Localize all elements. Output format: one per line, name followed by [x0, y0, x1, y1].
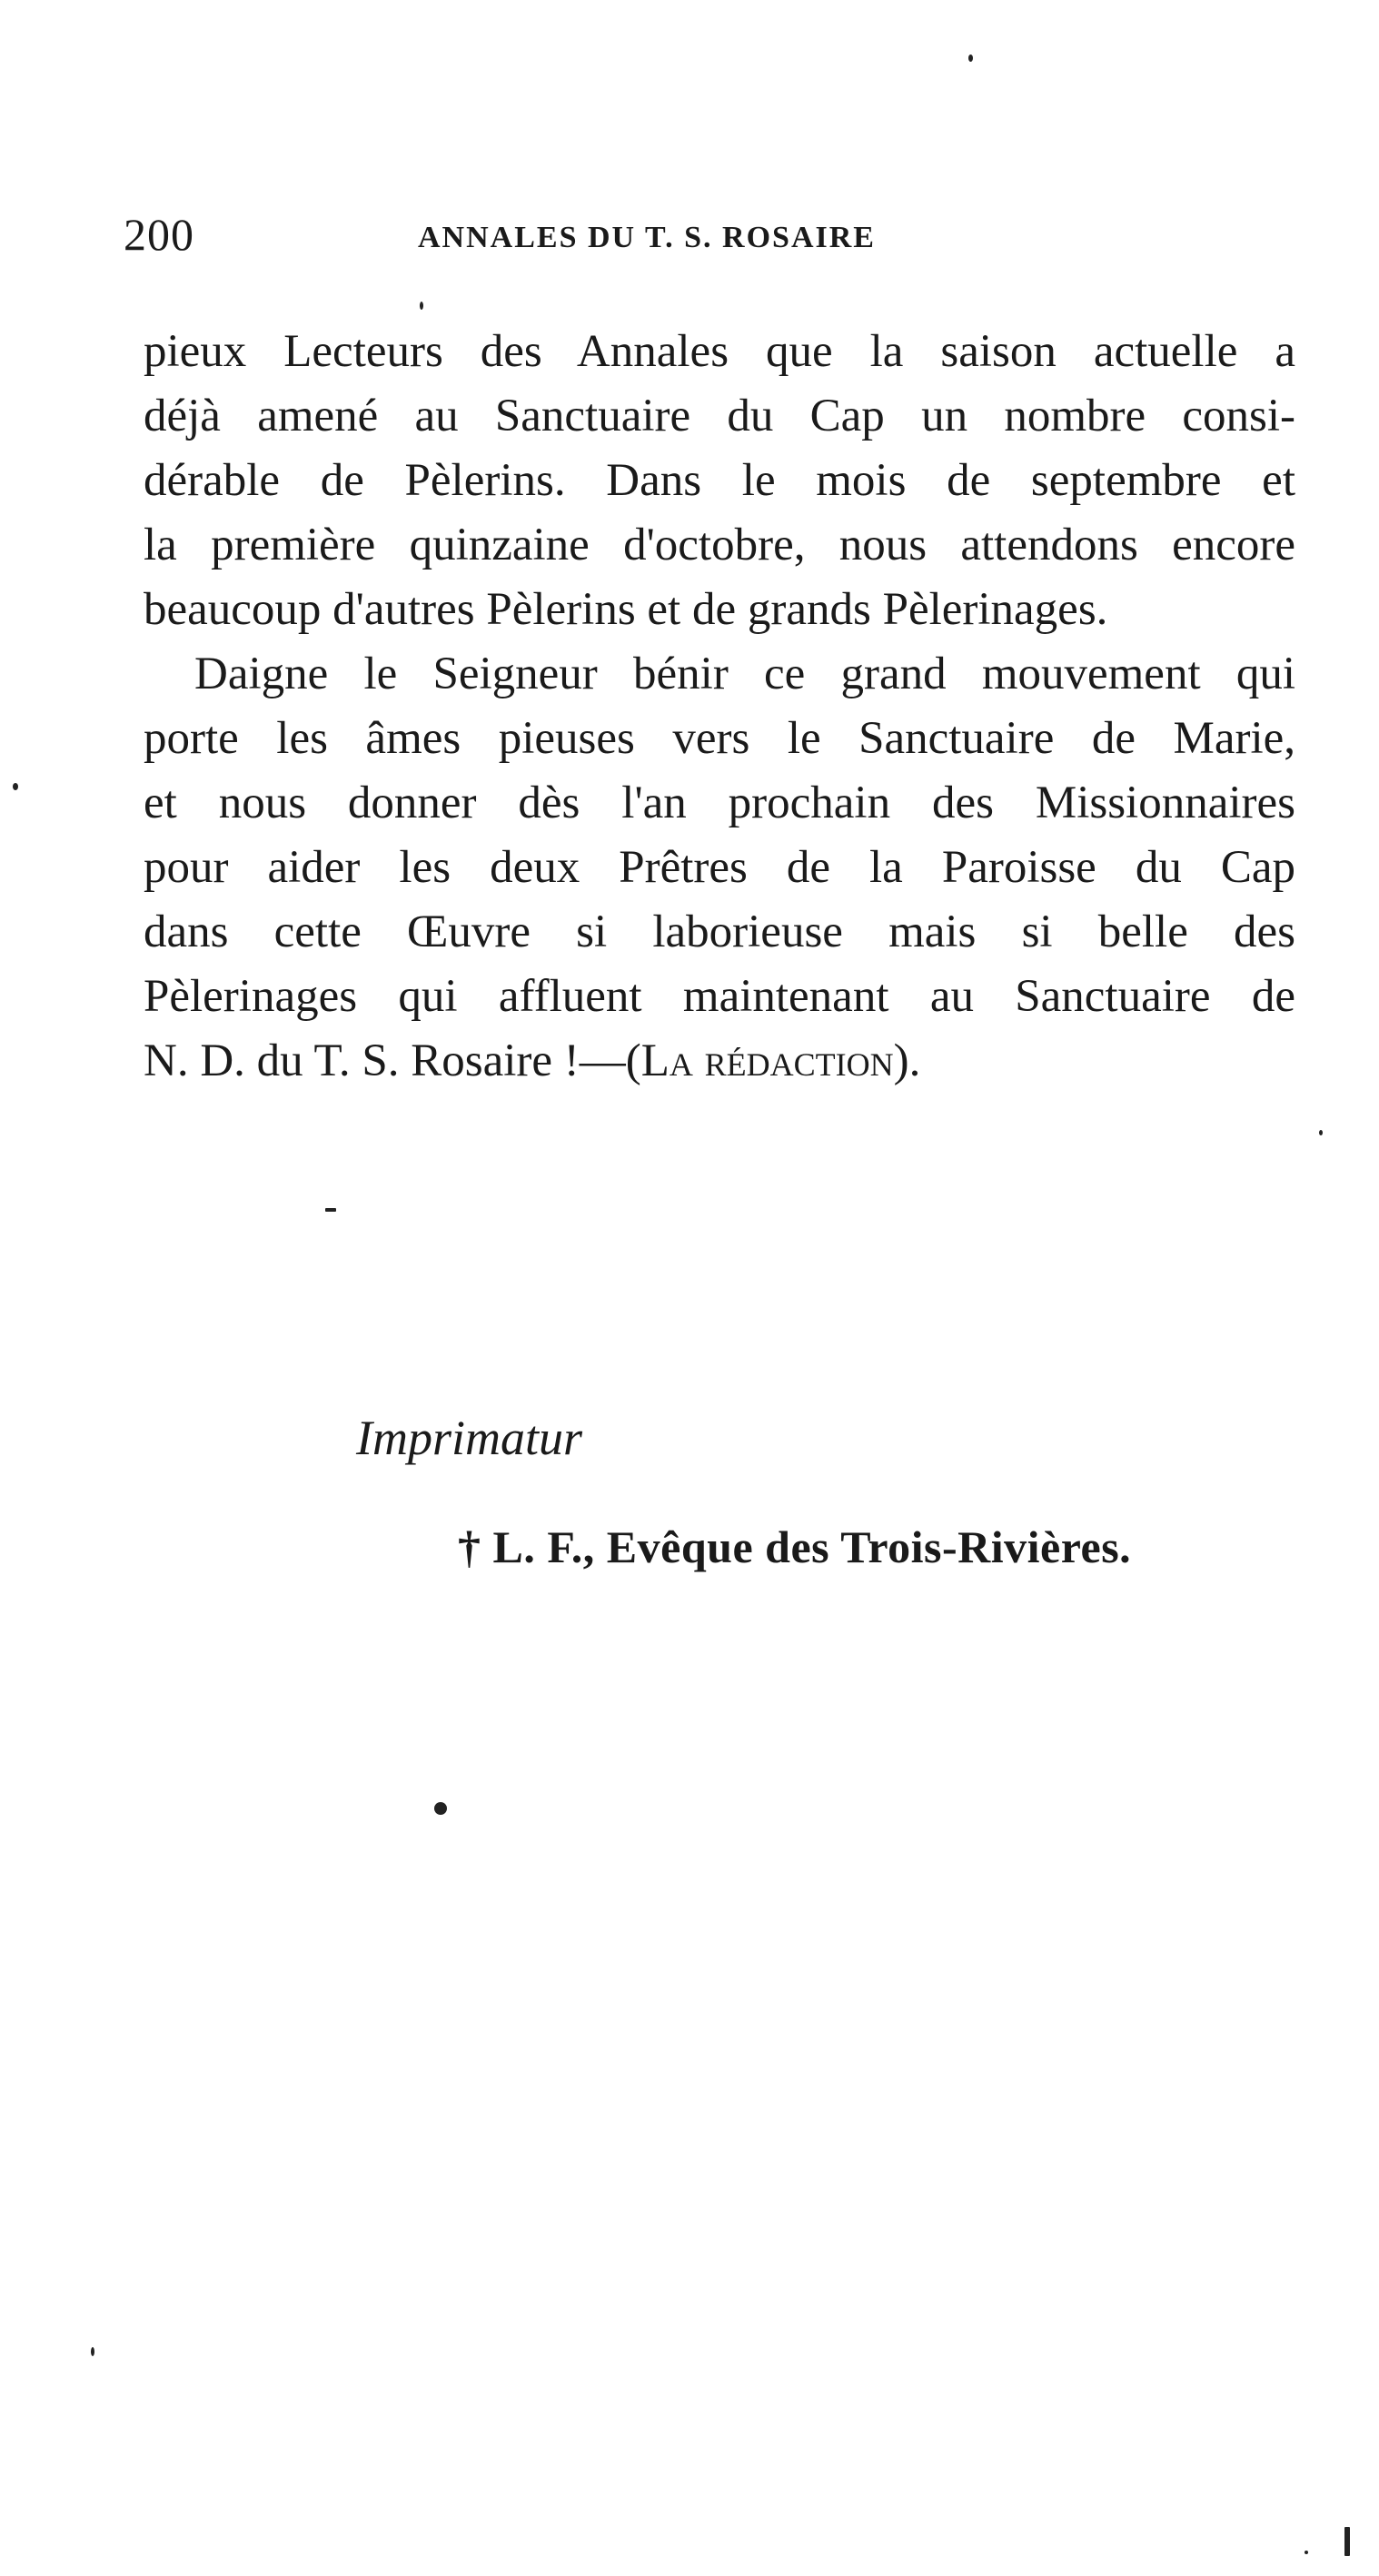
print-speck: [968, 54, 973, 62]
print-speck: [1305, 2551, 1308, 2554]
text-line: dérable de Pèlerins. Dans le mois de septembre et: [144, 455, 1295, 506]
text-line: pieux Lecteurs des Annales que la saison actuelle a: [144, 326, 1295, 377]
final-line-suffix: ).: [893, 1035, 921, 1086]
imprimatur-label: Imprimatur: [356, 1411, 583, 1465]
text-line: Daigne le Seigneur bénir ce grand mouvement qui: [194, 649, 1295, 699]
page-header: [118, 207, 1027, 271]
running-title: ANNALES DU T. S. ROSAIRE: [418, 221, 876, 254]
print-speck: [91, 2347, 94, 2356]
print-speck: [325, 1208, 336, 1212]
body-text: [144, 320, 1295, 1094]
print-speck: [13, 783, 18, 790]
text-line: et nous donner dès l'an prochain des Missionnaires: [144, 778, 1295, 828]
text-line: pour aider les deux Prêtres de la Paroisse du Cap: [144, 842, 1295, 893]
print-speck: [1344, 2527, 1350, 2556]
final-line-prefix: N. D. du T. S. Rosaire !—(: [144, 1035, 641, 1086]
page-number: 200: [124, 209, 194, 260]
text-line: beaucoup d'autres Pèlerins et de grands Pèlerinages.: [144, 584, 1108, 635]
bishop-signature: † L. F., Evêque des Trois-Rivières.: [458, 1521, 1132, 1572]
final-text-line: [144, 1029, 1295, 1094]
text-line: dans cette Œuvre si laborieuse mais si belle des: [144, 907, 1295, 957]
print-speck: [1319, 1130, 1323, 1135]
print-speck: [420, 302, 423, 310]
text-line: déjà amené au Sanctuaire du Cap un nombre consi-: [144, 391, 1295, 441]
text-line: porte les âmes pieuses vers le Sanctuaire de Marie,: [144, 713, 1295, 764]
editorial-signature: La rédaction: [640, 1035, 894, 1086]
text-line: la première quinzaine d'octobre, nous attendons encore: [144, 520, 1295, 570]
print-speck: [434, 1802, 447, 1815]
text-line: Pèlerinages qui affluent maintenant au Sanctuaire de: [144, 971, 1295, 1022]
